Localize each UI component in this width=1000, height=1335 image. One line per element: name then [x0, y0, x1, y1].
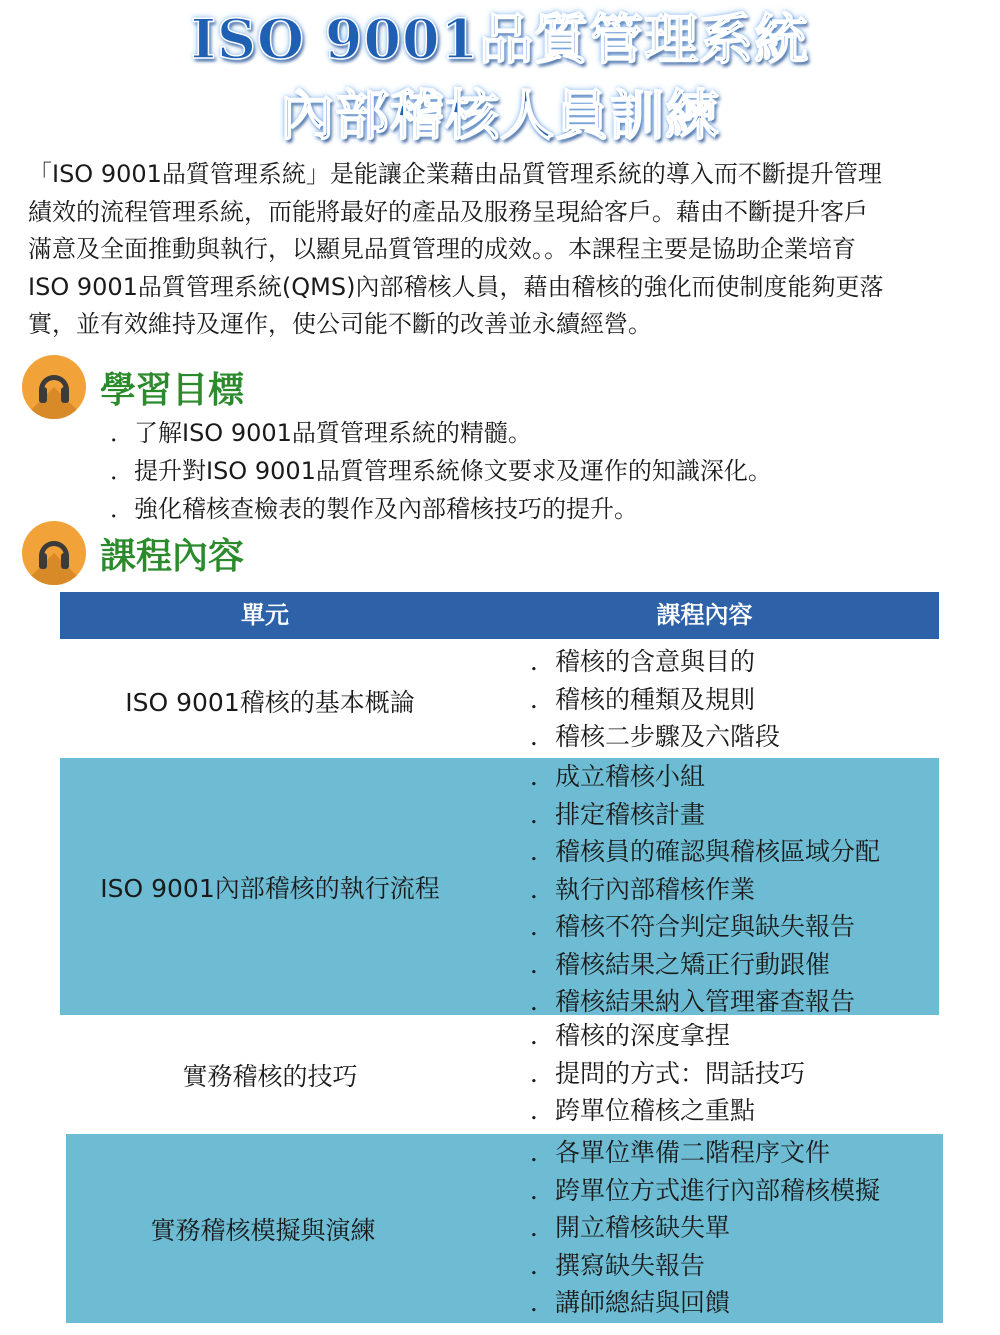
- list-item: ．稽核的種類及規則: [530, 684, 756, 714]
- row-unit: 實務稽核模擬與演練: [150, 1215, 376, 1245]
- intro-line: 滿意及全面推動與執行，以顯見品質管理的成效。。本課程主要是協助企業培育: [28, 235, 856, 263]
- list-item: ．排定稽核計畫: [530, 799, 706, 829]
- list-item: ．稽核的深度拿捏: [530, 1021, 731, 1050]
- table-header: [60, 592, 939, 639]
- section-title-content: 課程內容: [100, 535, 245, 577]
- section-heading-content: [22, 520, 244, 586]
- intro-paragraph: [28, 156, 978, 344]
- list-item: ．稽核結果之矯正行動跟催: [530, 949, 831, 979]
- headphones-icon: [22, 521, 86, 585]
- list-item: ．稽核員的確認與稽核區域分配: [530, 837, 881, 866]
- intro-line: 績效的流程管理系統，而能將最好的產品及服務呈現給客戶。藉由不斷提升客戶: [28, 197, 868, 226]
- list-item: ．提問的方式：問話技巧: [530, 1058, 806, 1088]
- list-item: ．稽核的含意與目的: [530, 647, 756, 676]
- row-unit: ISO 9001稽核的基本概論: [125, 687, 415, 717]
- list-item: ．成立稽核小組: [530, 762, 706, 791]
- list-item: ．稽核二步驟及六階段: [530, 722, 781, 751]
- list-item: ．稽核不符合判定與缺失報告: [530, 912, 856, 941]
- list-item: ．稽核結果納入管理審查報告: [530, 987, 856, 1016]
- intro-line: ISO 9001品質管理系統(QMS)內部稽核人員，藉由稽核的強化而使制度能夠更落: [28, 272, 884, 301]
- list-item: ．開立稽核缺失單: [530, 1213, 731, 1242]
- row-unit: ISO 9001內部稽核的執行流程: [100, 873, 440, 903]
- list-item: ．撰寫缺失報告: [530, 1250, 706, 1280]
- intro-line: 「ISO 9001品質管理系統」是能讓企業藉由品質管理系統的導入而不斷提升管理: [28, 160, 882, 188]
- headphones-icon: [22, 355, 86, 419]
- list-item: ．執行內部稽核作業: [530, 874, 756, 904]
- intro-line: 實，並有效維持及運作，使公司能不斷的改善並永續經營。: [28, 310, 652, 338]
- goals-list: [110, 414, 772, 528]
- table-row: [60, 758, 939, 1015]
- page-title-line1: ISO 9001品質管理系統: [190, 7, 810, 71]
- table-row: [60, 643, 939, 758]
- table-row: [66, 1134, 943, 1323]
- header-unit: 單元: [241, 601, 289, 629]
- list-item: ．提升對ISO 9001品質管理系統條文要求及運作的知識深化。: [110, 457, 772, 485]
- list-item: ．講師總結與回饋: [530, 1288, 731, 1317]
- header-content: 課程內容: [656, 601, 753, 629]
- page-title-line2: 內部稽核人員訓練: [280, 83, 720, 147]
- list-item: ．跨單位方式進行內部稽核模擬: [530, 1175, 881, 1205]
- table-row: [60, 1017, 939, 1132]
- list-item: ．各單位準備二階程序文件: [530, 1138, 831, 1167]
- section-heading-goals: [22, 354, 244, 420]
- list-item: ．跨單位稽核之重點: [530, 1096, 756, 1125]
- section-title-goals: 學習目標: [100, 369, 245, 411]
- list-item: ．了解ISO 9001品質管理系統的精髓。: [110, 419, 532, 447]
- list-item: ．強化稽核查檢表的製作及內部稽核技巧的提升。: [110, 495, 638, 523]
- row-unit: 實務稽核的技巧: [182, 1061, 358, 1091]
